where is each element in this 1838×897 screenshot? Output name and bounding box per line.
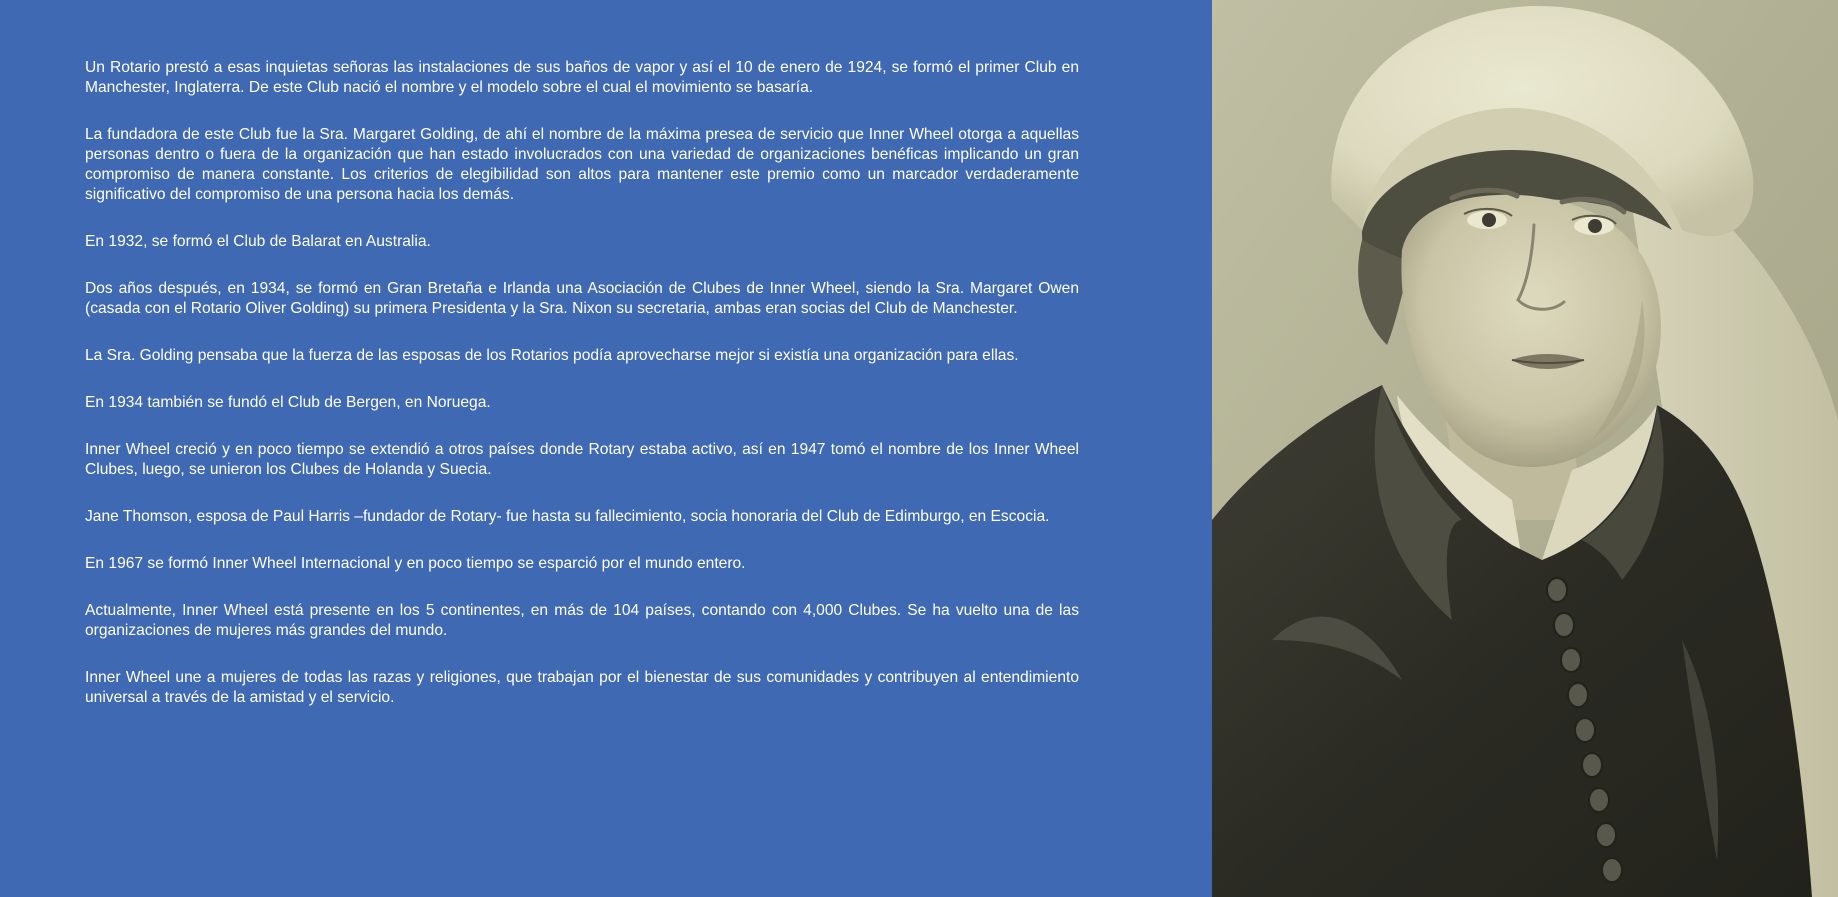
- paragraph-mission: Inner Wheel une a mujeres de todas las razas y religiones, que trabajan por el bienestar de sus comunidades y contribuyen al entendimiento universal a través de la amistad y el servicio.: [85, 669, 1079, 706]
- paragraph-1967-international: En 1967 se formó Inner Wheel Internacional y en poco tiempo se esparció por el mundo entero.: [85, 555, 746, 572]
- portrait-photo-icon: [1212, 0, 1838, 897]
- paragraph-1924-manchester: Un Rotario prestó a esas inquietas señoras las instalaciones de sus baños de vapor y así el 10 de enero de 1924, se formó el primer Club en Manchester, Inglaterra. De este Club nació el nombre y el modelo sobre el cual el movimiento se basaría.: [85, 59, 1079, 96]
- paragraph-1934-association: Dos años después, en 1934, se formó en Gran Bretaña e Irlanda una Asociación de Clubes de Inner Wheel, siendo la Sra. Margaret Owen (casada con el Rotario Oliver Golding) su primera Presidenta y la Sra. Nixon su secretaria, ambas eran socias del Club de Manchester.: [85, 280, 1079, 317]
- paragraph-present-day: Actualmente, Inner Wheel está presente en los 5 continentes, en más de 104 países, contando con 4,000 Clubes. Se ha vuelto una de las organizaciones de mujeres más grandes del mundo.: [85, 602, 1079, 639]
- paragraph-1932-balarat: En 1932, se formó el Club de Balarat en Australia.: [85, 233, 431, 250]
- article-body: [85, 58, 1079, 735]
- paragraph-jane-thomson: Jane Thomson, esposa de Paul Harris –fundador de Rotary- fue hasta su fallecimiento, socia honoraria del Club de Edimburgo, en Escocia.: [85, 508, 1050, 525]
- portrait-photo: [1212, 0, 1838, 897]
- paragraph-1934-bergen: En 1934 también se fundó el Club de Bergen, en Noruega.: [85, 394, 491, 411]
- paragraph-golding-idea: La Sra. Golding pensaba que la fuerza de las esposas de los Rotarios podía aprovecharse mejor si existía una organización para ellas.: [85, 347, 1019, 364]
- paragraph-margaret-golding: La fundadora de este Club fue la Sra. Margaret Golding, de ahí el nombre de la máxima presea de servicio que Inner Wheel otorga a aquellas personas dentro o fuera de la organización que han estado involucrados con una variedad de organizaciones benéficas implicando un gran compromiso de manera constante. Los criterios de elegibilidad son altos para mantener este premio como un marcador verdaderamente significativo del compromiso de una persona hacia los demás.: [85, 126, 1079, 203]
- paragraph-1947-growth: Inner Wheel creció y en poco tiempo se extendió a otros países donde Rotary estaba activo, así en 1947 tomó el nombre de los Inner Wheel Clubes, luego, se unieron los Clubes de Holanda y Suecia.: [85, 441, 1079, 478]
